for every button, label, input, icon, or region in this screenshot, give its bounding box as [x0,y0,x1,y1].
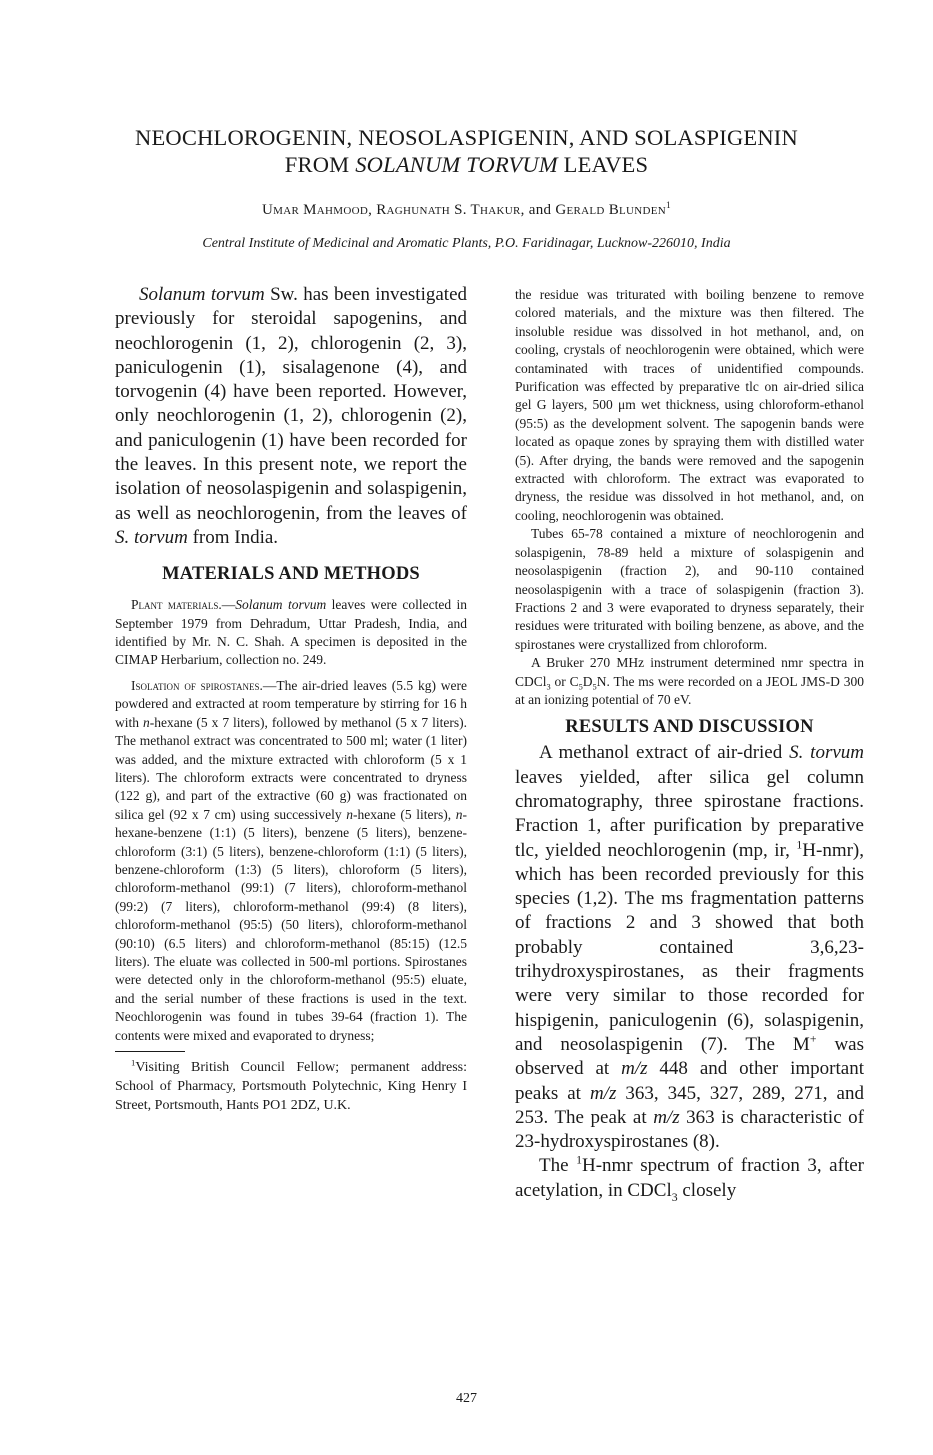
superscript: + [809,1032,817,1046]
normal-prefix: n [455,806,463,822]
author-separator: , and [520,202,556,218]
mz-symbol: m/z [653,1106,680,1128]
mz-symbol: m/z [589,1082,617,1104]
mz-symbol: m/z [621,1058,648,1080]
title-species: SOLANUM TORVUM [355,152,558,177]
subscript: 5 [578,682,583,692]
superscript: 1 [796,838,803,852]
paragraph-text: closely [677,1179,737,1201]
instrument-paragraph [515,654,864,709]
tubes-paragraph: Tubes 65-78 contained a mixture of neochlorogenin and solaspigenin, 78-89 held a mixture of solaspigenin and neosolaspigenin (fraction 2), and 90-110 contained neosolaspigenin with a trace of solaspigenin (fraction 3). Fractions 2 and 3 were evaporated to dryness separately, their residues were triturated with boiling benzene, as above, and the spirostanes were crystallized from chloroform. [515,526,864,652]
species-name-short: S. torvum [789,742,865,764]
unit: μm [618,397,636,413]
plant-materials-text: leaves were collected in September 1979 from Dehradum, Uttar Pradesh, India, and identified by Mr. N. C. Shah. A specimen is deposited in the CIMAP Herbarium, collection no. 249. [115,597,467,668]
intro-paragraph [115,283,467,550]
title-line-2-suffix: LEAVES [557,152,649,177]
paragraph-text: N. The ms were recorded on a JEOL JMS-D 300 at an ionizing potential of 70 eV. [515,673,864,707]
footnote-marker: 1 [131,1057,136,1068]
species-name: Solanum torvum [235,597,327,613]
paragraph-text: 363, 345, 327, 289, 271, and 253. The peak at [515,1082,864,1128]
isolation-paragraph [115,677,467,1045]
continued-paragraph [515,286,864,525]
plant-materials-paragraph [115,596,467,670]
section-heading-materials: MATERIALS AND METHODS [162,564,420,585]
paragraph-text: H-nmr spectrum of fraction 3, after acetylation, in CDCl [515,1155,864,1201]
em-dash: — [221,597,236,613]
isolation-text: -hexane (5 x 7 liters), followed by methanol (5 x 7 liters). The methanol extract was concentrated to 500 ml; water (1 liter) was added, and the mixture extracted with chloroform (5 x 1 liters). The chloroform extracts were concentrated to dryness (122 g), and part of the extractive (60 g) was fractionated on silica gel (92 x 7 cm) using successively [115,714,467,822]
footnote-marker: 1 [666,201,671,211]
species-name: Solanum torvum [139,284,265,305]
author-1: Umar Mahmood [262,202,369,218]
isolation-text: -hexane (5 liters), [353,806,456,822]
affiliation: Central Institute of Medicinal and Aromatic Plants, P.O. Faridinagar, Lucknow-226010, India [202,236,731,251]
author-2: Raghunath S. Thakur [376,202,521,218]
intro-text-end: from India. [187,526,279,548]
paragraph-text: or C [550,673,579,689]
paragraph-text: 363 is characteristic of 23-hydroxyspirostanes (8). [515,1106,865,1153]
superscript: 1 [576,1154,582,1168]
left-column [115,283,467,1116]
paragraph-text: H-nmr), which has been recorded previously for this species (1,2). The ms fragmentation patterns of fractions 2 and 3 showed that both probably contained 3,6,23-trihydroxyspirostanes, as their fragments were very similar to those recorded for hispigenin, paniculogenin (6), solaspigenin, and neosolaspigenin (7). The M [515,839,864,1055]
normal-prefix: n [142,714,150,730]
subscript: 3 [671,1190,678,1204]
paragraph-text: the residue was triturated with boiling benzene to remove colored materials, and the mixture was then filtered. The insoluble residue was dissolved in hot methanol, and, on cooling, crystals of neochlorogenin were obtained, which were contaminated with traces of unidentified compounds. Purification was effected by preparative tlc on air-dried silica gel G layers, 500 [515,287,864,413]
isolation-text: -hexane-benzene (1:1) (5 liters), benzene (5 liters), benzene-chloroform (3:1) (5 liters), benzene-chloroform (1:1) (5 liters), benzene-chloroform (1:3) (5 liters), chloroform (5 liters), chloroform-methanol (99:1) (7 liters), chloroform-methanol (99:2) (7 liters), chloroform-methanol (99:4) (8 liters), chloroform-methanol (95:5) (50 liters), chloroform-methanol (90:10) (6.5 liters) and chloroform-methanol (85:15) (12.5 liters). The eluate was collected in 500-ml portions. Spirostanes were detected only in the chloroform-methanol (95:5) eluate, and the serial number of these fractions is used in the text. Neochlorogenin was found in tubes 39-64 (fraction 1). The contents were mixed and evaporated to dryness; [115,806,467,1043]
run-in-heading: Plant materials. [131,597,222,613]
normal-prefix: n [346,806,354,822]
footnote-text: Visiting British Council Fellow; permanent address: School of Pharmacy, Portsmouth Polytechnic, King Henry I Street, Portsmouth, Hants PO1 2DZ, U.K. [115,1060,467,1114]
paragraph-text: A methanol extract of air-dried [539,742,790,764]
title-line-2-prefix: FROM [284,152,356,177]
run-in-heading: Isolation of spirostanes. [131,677,263,693]
title-line-1: NEOCHLOROGENIN, NEOSOLASPIGENIN, AND SOLASPIGENIN [135,125,798,150]
footnote [115,1058,467,1116]
title-line-2 [0,151,933,178]
paragraph-text: wet thickness, using chloroform-ethanol (95:5) as the development solvent. The sapogenin bands were located as opaque zones by spraying them with distilled water (5). After drying, the bands were removed and the sapogenin extracted with chloroform. The extract was evaporated to dryness, the residue was dissolved in hot methanol, and, on cooling, neochlorogenin was obtained. [515,397,864,523]
isolation-text: The air-dried leaves (5.5 kg) were powdered and extracted at room temperature by stirring for 16 h with [115,677,468,730]
paragraph-text: leaves yielded, after silica gel column chromatography, three spirostane fractions. Fraction 1, after purification by preparative tlc, yielded neochlorogenin (mp, ir, [515,766,864,861]
results-paragraph [515,741,864,1154]
page-number: 427 [456,1391,477,1406]
author-separator: , [368,202,377,218]
footnote-rule [115,1051,185,1052]
subscript: 5 [592,682,597,692]
right-column [515,286,864,1203]
author-3: Gerald Blunden [555,202,667,218]
section-heading-results: RESULTS AND DISCUSSION [565,717,814,738]
intro-text: Sw. has been investigated previously for steroidal sapogenins, and neochlorogenin (1, 2), chlorogenin (2, 3), paniculogenin (1), sisalagenone (4), and torvogenin (4) have been reported. However, only neochlorogenin (1, 2), chlorogenin (2), and paniculogenin (1) have been recorded for the leaves. In this present note, we report the isolation of neosolaspigenin and solaspigenin, as well as neochlorogenin, from the leaves of [115,284,467,524]
paragraph-text: D [582,673,593,689]
author-list [0,202,933,219]
species-name-short: S. torvum [115,526,188,548]
nmr-paragraph [515,1154,864,1203]
article-title [0,124,933,178]
paragraph-text: A Bruker 270 MHz instrument determined nmr spectra in CDCl [515,655,864,689]
subscript: 3 [546,682,551,692]
paragraph-text: was observed at [515,1033,864,1080]
em-dash: — [262,677,277,693]
paragraph-text: 448 and other important peaks at [515,1058,864,1104]
paragraph-text: The [539,1155,577,1177]
